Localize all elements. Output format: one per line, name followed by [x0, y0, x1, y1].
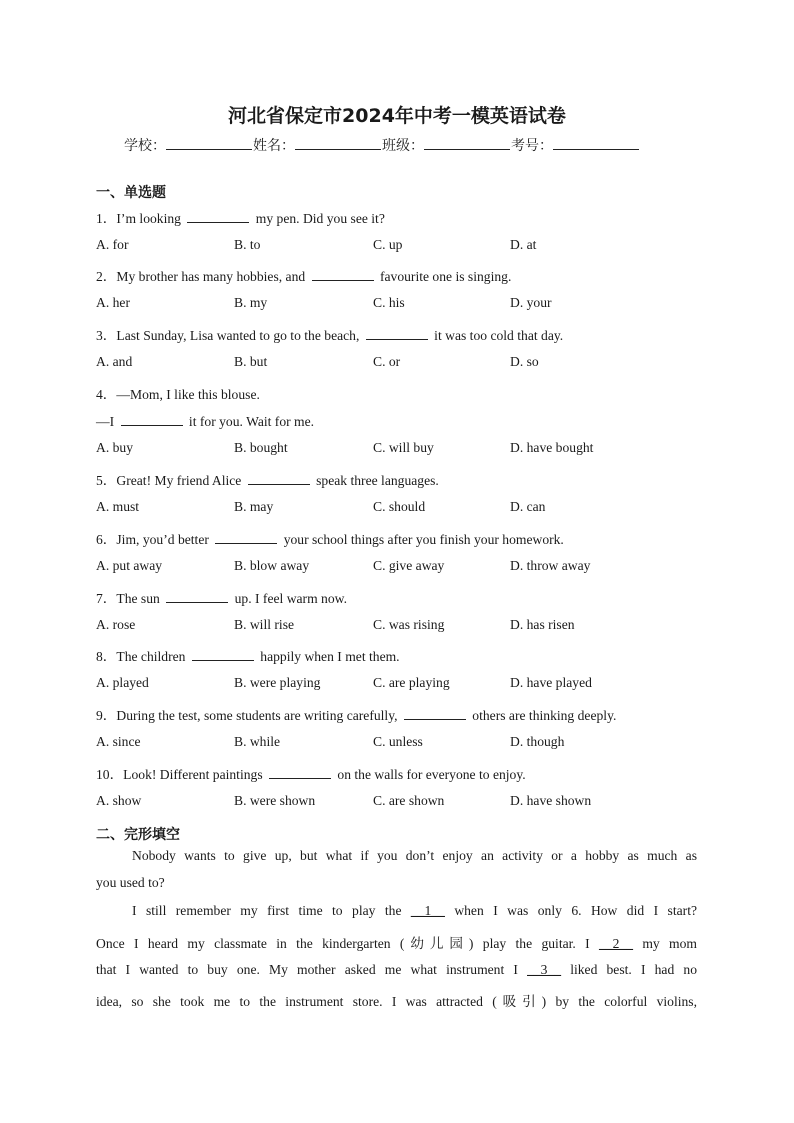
section-heading-cloze: 二、完形填空 [96, 827, 180, 843]
option-b[interactable]: B. will rise [234, 617, 295, 632]
class-blank[interactable] [424, 136, 510, 150]
cloze-text: that I wanted to buy one. My mother asked me what instrument I [96, 962, 528, 977]
student-info-row [124, 135, 684, 155]
question-stem: 6．Jim, you’d better [96, 532, 213, 547]
cloze-blank-2[interactable]: __2__ [599, 936, 633, 951]
name-blank[interactable] [295, 136, 381, 150]
question-stem: —I [96, 414, 118, 429]
option-a[interactable]: A. rose [96, 617, 136, 632]
cloze-line-4 [96, 932, 697, 952]
answer-blank[interactable] [166, 590, 228, 603]
option-a[interactable]: A. must [96, 499, 140, 514]
option-c[interactable]: C. up [373, 237, 403, 252]
option-d[interactable]: D. your [510, 295, 552, 310]
cloze-blank-1[interactable]: __1__ [410, 903, 445, 918]
question-stem-tail: happily when I met them. [256, 649, 400, 664]
question-9 [96, 704, 616, 724]
question-6 [96, 528, 564, 548]
answer-blank[interactable] [312, 268, 374, 281]
cloze-text: liked best. I had no [561, 962, 697, 977]
question-4-reply [96, 413, 314, 430]
question-stem: 1．I’m looking [96, 211, 185, 226]
option-d[interactable]: D. at [510, 237, 537, 252]
option-a[interactable]: A. put away [96, 558, 163, 573]
question-8 [96, 645, 400, 665]
answer-blank[interactable] [187, 210, 249, 223]
option-c[interactable]: C. give away [373, 558, 445, 573]
question-stem-tail: others are thinking deeply. [468, 708, 617, 723]
option-c[interactable]: C. should [373, 499, 426, 514]
option-d[interactable]: D. have bought [510, 440, 594, 455]
question-stem-tail: it was too cold that day. [430, 328, 564, 343]
question-stem: 2．My brother has many hobbies, and [96, 269, 309, 284]
option-c[interactable]: C. will buy [373, 440, 434, 455]
option-b[interactable]: B. to [234, 237, 261, 252]
question-stem-tail: up. I feel warm now. [231, 591, 347, 606]
option-c[interactable]: C. are playing [373, 675, 450, 690]
option-a[interactable]: A. her [96, 295, 130, 310]
question-stem-tail: it for you. Wait for me. [185, 414, 315, 429]
option-b[interactable]: B. while [234, 734, 281, 749]
option-b[interactable]: B. but [234, 354, 268, 369]
question-stem: 10．Look! Different paintings [96, 767, 267, 782]
option-d[interactable]: D. have shown [510, 793, 592, 808]
option-a[interactable]: A. and [96, 354, 133, 369]
option-d[interactable]: D. though [510, 734, 565, 749]
question-stem: 3．Last Sunday, Lisa wanted to go to the beach, [96, 328, 363, 343]
option-b[interactable]: B. may [234, 499, 274, 514]
cloze-line-5 [96, 962, 697, 978]
cloze-text: my mom [633, 936, 697, 951]
question-stem-tail: favourite one is singing. [376, 269, 512, 284]
answer-blank[interactable] [404, 707, 466, 720]
option-c[interactable]: C. was rising [373, 617, 445, 632]
cloze-line-6: idea, so she took me to the instrument store. I was attracted (吸引) by the colorful violins, [96, 994, 697, 1009]
exam-no-label: 考号： [511, 138, 553, 154]
question-stem-tail: on the walls for everyone to enjoy. [334, 767, 526, 782]
option-c[interactable]: C. are shown [373, 793, 445, 808]
question-stem: 9．During the test, some students are writing carefully, [96, 708, 401, 723]
question-4 [96, 383, 260, 403]
question-stem-tail: speak three languages. [312, 473, 439, 488]
question-10 [96, 763, 526, 783]
option-b[interactable]: B. were playing [234, 675, 321, 690]
option-d[interactable]: D. can [510, 499, 546, 514]
name-label: 姓名： [253, 138, 295, 154]
answer-blank[interactable] [192, 648, 254, 661]
option-d[interactable]: D. so [510, 354, 539, 369]
cloze-line-3 [132, 903, 697, 919]
answer-blank[interactable] [121, 413, 183, 426]
cloze-line-1: Nobody wants to give up, but what if you don’t enjoy an activity or a hobby as much as [132, 848, 697, 863]
question-stem-tail: your school things after you finish your homework. [280, 532, 564, 547]
answer-blank[interactable] [366, 327, 428, 340]
option-c[interactable]: C. or [373, 354, 401, 369]
question-stem-tail: my pen. Did you see it? [252, 211, 385, 226]
option-d[interactable]: D. throw away [510, 558, 591, 573]
cloze-text: when I was only 6. How did I start? [444, 903, 697, 918]
answer-blank[interactable] [269, 766, 331, 779]
option-d[interactable]: D. has risen [510, 617, 575, 632]
cloze-blank-3[interactable]: __3__ [527, 962, 562, 977]
question-stem: 7．The sun [96, 591, 164, 606]
cloze-line-2: you used to? [96, 875, 165, 890]
section-heading-single-choice: 一、单选题 [96, 185, 166, 201]
option-c[interactable]: C. unless [373, 734, 423, 749]
question-stem: 8．The children [96, 649, 189, 664]
option-b[interactable]: B. blow away [234, 558, 310, 573]
question-2 [96, 265, 511, 285]
question-7 [96, 587, 347, 607]
page-title: 河北省保定市2024年中考一模英语试卷 [228, 105, 566, 127]
question-5 [96, 469, 439, 489]
question-stem: 4．—Mom, I like this blouse. [96, 387, 260, 402]
option-b[interactable]: B. were shown [234, 793, 316, 808]
school-blank[interactable] [166, 136, 252, 150]
option-a[interactable]: A. for [96, 237, 129, 252]
answer-blank[interactable] [248, 472, 310, 485]
option-c[interactable]: C. his [373, 295, 405, 310]
option-a[interactable]: A. show [96, 793, 142, 808]
cloze-text: I still remember my first time to play the [132, 903, 411, 918]
question-stem: 5．Great! My friend Alice [96, 473, 245, 488]
option-d[interactable]: D. have played [510, 675, 592, 690]
school-label: 学校： [124, 138, 166, 154]
exam-no-blank[interactable] [553, 136, 639, 150]
option-b[interactable]: B. my [234, 295, 268, 310]
option-a[interactable]: A. played [96, 675, 149, 690]
question-1 [96, 207, 385, 227]
option-b[interactable]: B. bought [234, 440, 288, 455]
question-3 [96, 324, 563, 344]
class-label: 班级： [382, 138, 424, 154]
cloze-text: Once I heard my classmate in the kindergarten (幼儿园) play the guitar. I [96, 936, 600, 951]
answer-blank[interactable] [215, 531, 277, 544]
option-a[interactable]: A. since [96, 734, 141, 749]
option-a[interactable]: A. buy [96, 440, 134, 455]
